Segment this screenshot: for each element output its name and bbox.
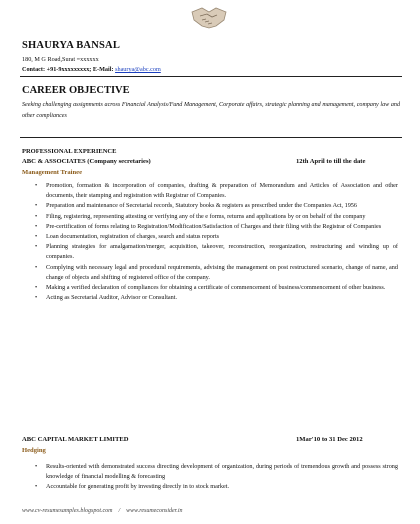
footer-links bbox=[22, 508, 183, 514]
bullet-text: Pre-certification of forms relating to Registration/Modification/Satisfaction of Charges and their filing with the Registrar of Companies bbox=[46, 222, 382, 230]
list-item bbox=[22, 283, 402, 293]
list-item bbox=[22, 222, 402, 232]
contact-line bbox=[22, 66, 161, 73]
job-date: 12th April to till the date bbox=[296, 158, 366, 165]
job-org: ABC & ASSOCIATES (Company secretaries) bbox=[22, 158, 151, 165]
job-header bbox=[22, 158, 402, 168]
bullet-icon: • bbox=[35, 463, 38, 470]
objective-text: Seeking challenging assignments across Financial Analysis/Fund Management, Corporate affairs, strategic planning and management, company law and other compliances bbox=[22, 102, 400, 119]
list-item bbox=[22, 263, 402, 283]
job-bullet-list bbox=[22, 462, 402, 493]
bullet-text: Preparation and maintenance of Secretarial records, Statutory books & registers as prescribed under the Companies Act, 1956 bbox=[46, 202, 357, 210]
job-bullet-list bbox=[22, 181, 402, 303]
bullet-text: Promotion, formation & incorporation of companies, drafting & preparation of Memorandum and Articles of Association and other documents, their stamping and registration with Registrar of Companies. bbox=[46, 182, 398, 200]
bullet-text: Results-oriented with demonstrated success directing development of organization, during periods of tremendous growth and possess strong knowledge of financial modelling & forecasting bbox=[46, 463, 398, 481]
objective-title: CAREER OBJECTIVE bbox=[22, 85, 130, 96]
bullet-icon: • bbox=[35, 294, 38, 302]
bullet-icon: • bbox=[35, 483, 38, 491]
list-item bbox=[22, 293, 402, 303]
bullet-icon: • bbox=[35, 212, 38, 220]
list-item bbox=[22, 201, 402, 211]
bullet-text: Filing, registering, representing attesting or verifying any of the e forms, returns and applications by or on behalf of the company bbox=[46, 212, 366, 220]
bullet-icon: • bbox=[35, 202, 38, 210]
bullet-text: Complying with necessary legal and procedural requirements, advising the management on post restructured scenario, change of name, and change of objects and shifting of registered office of the company. bbox=[46, 263, 398, 281]
bullet-text: Planning strategies for amalgamation/merger, acquisition, takeover, reconstruction, reorganization, restructuring and winding up of companies. bbox=[46, 243, 398, 261]
job-org: ABC CAPITAL MARKET LIMITED bbox=[22, 436, 129, 443]
bullet-icon: • bbox=[35, 284, 38, 292]
footer-separator: / bbox=[118, 508, 121, 514]
candidate-name: SHAURYA BANSAL bbox=[22, 40, 121, 51]
bullet-text: Acting as Secretarial Auditor, Advisor or Consultant. bbox=[46, 294, 178, 302]
handshake-icon bbox=[190, 2, 228, 30]
footer-link[interactable]: www.resumeconsider.in bbox=[126, 508, 183, 514]
job-date: 1Mar'10 to 31 Dec 2012 bbox=[296, 436, 363, 443]
job-role: Management Trainee bbox=[22, 169, 83, 176]
experience-title: PROFESSIONAL EXPERIENCE bbox=[22, 148, 117, 155]
list-item bbox=[22, 212, 402, 222]
address: 180, M G Road,Surat =xxxxxx bbox=[22, 56, 99, 63]
bullet-icon: • bbox=[35, 222, 38, 230]
email-link[interactable]: shaurya@abc.com bbox=[115, 66, 161, 73]
bullet-icon: • bbox=[35, 243, 38, 251]
objective-divider bbox=[20, 137, 402, 138]
header-divider bbox=[20, 76, 402, 77]
list-item bbox=[22, 232, 402, 242]
bullet-text: Loan documentation, registration of charges, search and status reports bbox=[46, 233, 220, 241]
list-item bbox=[22, 482, 402, 492]
job-header bbox=[22, 436, 402, 446]
bullet-text: Making a verified declaration of compliances for obtaining a certificate of commencement of business/commencement of other business. bbox=[46, 284, 386, 292]
list-item bbox=[22, 181, 402, 201]
footer-link[interactable]: www.cv-resumesamples.blogspot.com bbox=[22, 508, 113, 514]
bullet-icon: • bbox=[35, 182, 38, 189]
bullet-text: Accountable for generating profit by investing directly in to stock market. bbox=[46, 483, 229, 491]
bullet-icon: • bbox=[35, 263, 38, 271]
bullet-icon: • bbox=[35, 233, 38, 241]
contact-label: Contact: +91-9xxxxxxxxx; E-Mail: bbox=[22, 66, 114, 73]
list-item bbox=[22, 242, 402, 262]
job-role: Hedging bbox=[22, 447, 46, 454]
list-item bbox=[22, 462, 402, 482]
